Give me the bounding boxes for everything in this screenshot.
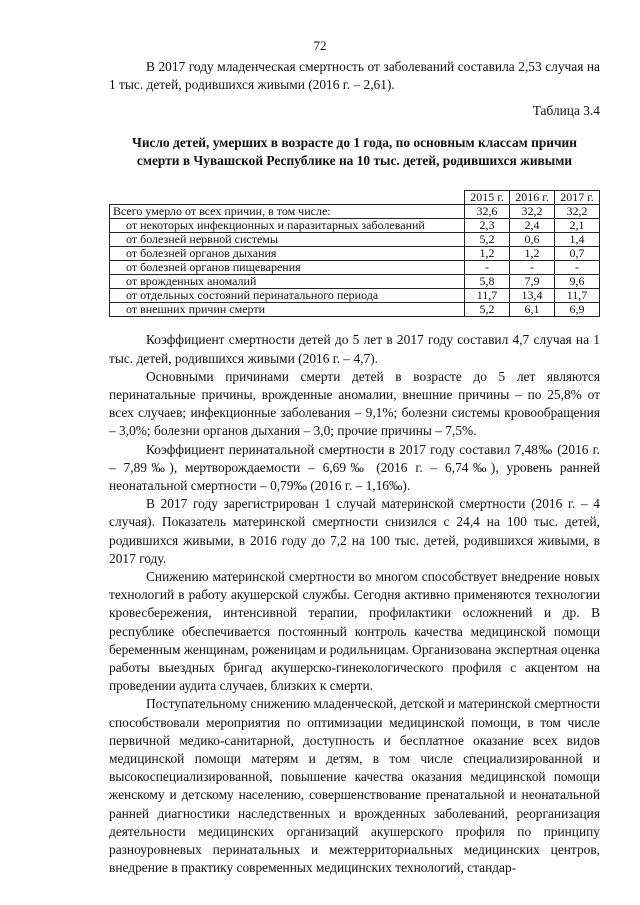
table-row — [110, 247, 600, 261]
table-label: Таблица 3.4 — [532, 103, 600, 119]
table-header-year: 2015 г. — [465, 191, 510, 205]
table-cell: - — [555, 261, 600, 275]
intro-paragraph: В 2017 году младенческая смертность от заболеваний составила 2,53 случая на 1 тыс. детей, родившихся живыми (2016 г. – 2,61). — [109, 59, 600, 93]
table-row — [110, 289, 600, 303]
table-row-label: от отдельных состояний перинатального периода — [110, 289, 465, 303]
table-row-label: от некоторых инфекционных и паразитарных заболеваний — [110, 219, 465, 233]
table-cell: 2,4 — [510, 219, 555, 233]
table-cell: 32,2 — [555, 205, 600, 219]
paragraph: Коэффициент перинатальной смертности в 2017 году составил 7,48‰ (2016 г. – 7,89‰), мертворождаемости – 6,69‰ (2016 г. – 6,74‰), уровень ранней неонатальной смертности – 0,79‰ (2016 г. – 1,16‰). — [109, 441, 600, 494]
table-row — [110, 205, 600, 219]
table-cell: 2,3 — [465, 219, 510, 233]
table-row — [110, 233, 600, 247]
table-cell: 7,9 — [510, 275, 555, 289]
table-row — [110, 303, 600, 317]
table-cell: 1,4 — [555, 233, 600, 247]
table-row-label: Всего умерло от всех причин, в том числе: — [110, 205, 465, 219]
table-cell: 32,6 — [465, 205, 510, 219]
page-number: 72 — [313, 38, 327, 53]
table-row-label: от внешних причин смерти — [110, 303, 465, 317]
table-cell: 0,7 — [555, 247, 600, 261]
table-header-year: 2016 г. — [510, 191, 555, 205]
page-content — [109, 58, 600, 878]
table-cell: 5,2 — [465, 303, 510, 317]
table-cell: 32,2 — [510, 205, 555, 219]
paragraph: Основными причинами смерти детей в возрасте до 5 лет являются перинатальные причины, врожденные аномалии, внешние причины – по 25,8% от всех случаев; инфекционные заболевания – 9,1%; болезни системы кровообращения – 3,0%; болезни органов дыхания – 3,0; прочие причины – 7,5%. — [109, 368, 600, 439]
table-cell: - — [465, 261, 510, 275]
table-cell: 9,6 — [555, 275, 600, 289]
table-cell: 11,7 — [555, 289, 600, 303]
table-row — [110, 261, 600, 275]
table-cell: 11,7 — [465, 289, 510, 303]
paragraph: Коэффициент смертности детей до 5 лет в 2017 году составил 4,7 случая на 1 тыс. детей, родившихся живыми (2016 г. – 4,7). — [109, 332, 600, 366]
table-cell: 0,6 — [510, 233, 555, 247]
table-row-label: от болезней органов пищеварения — [110, 261, 465, 275]
body-text — [109, 331, 600, 877]
table-header-blank — [110, 191, 465, 205]
table-row — [110, 275, 600, 289]
table-cell: 1,2 — [510, 247, 555, 261]
table-row-label: от болезней нервной системы — [110, 233, 465, 247]
table-header-row — [110, 191, 600, 205]
table-cell: 5,8 — [465, 275, 510, 289]
paragraph: Поступательному снижению младенческой, детской и материнской смертности способствовали мероприятия по оптимизации медицинской помощи, в том числе первичной медико-санитарной, доступность и бесплатное оказание всех видов медицинской помощи матерям и детям, в том числе специализированной и высокоспециализированной, повышение качества оказания медицинской помощи женскому и детскому населению, совершенствование пренатальной и неонатальной ранней диагностики наследственных и врожденных заболеваний, реорганизация деятельности медицинских организаций акушерского профиля по принципу разноуровневых перинатальных и межтерриториальных медицинских центров, внедрение в практику современных медицинских технологий, стандар- — [109, 696, 600, 876]
table-cell: 1,2 — [465, 247, 510, 261]
table-title: Число детей, умерших в возрасте до 1 года, по основным классам причин смерти в Чувашской Республике на 10 тыс. детей, родившихся живыми — [132, 135, 577, 169]
table-cell: - — [510, 261, 555, 275]
table-cell: 5,2 — [465, 233, 510, 247]
table-row-label: от болезней органов дыхания — [110, 247, 465, 261]
table-header-year: 2017 г. — [555, 191, 600, 205]
table-cell: 6,1 — [510, 303, 555, 317]
paragraph: В 2017 году зарегистрирован 1 случай материнской смертности (2016 г. – 4 случая). Показатель материнской смертности снизился с 24,4 на 100 тыс. детей, родившихся живыми, в 2016 году до 7,2 на 100 тыс. детей, родившихся живыми, в 2017 году. — [109, 496, 600, 566]
table-row — [110, 219, 600, 233]
table-cell: 6,9 — [555, 303, 600, 317]
table-cell: 13,4 — [510, 289, 555, 303]
table-row-label: от врожденных аномалий — [110, 275, 465, 289]
table-cell: 2,1 — [555, 219, 600, 233]
mortality-table — [109, 190, 600, 317]
paragraph: Снижению материнской смертности во многом способствует внедрение новых технологий в работу акушерской службы. Сегодня активно применяются технологии кровесбережения, интенсивной терапии, профилактики осложнений и др. В республике обеспечивается постоянный контроль качества медицинской помощи беременным женщинам, роженицам и родильницам. Организована экспертная оценка работы выездных бригад акушерско-гинекологического профиля с акцентом на проведении аудита случаев, близких к смерти. — [109, 569, 600, 694]
